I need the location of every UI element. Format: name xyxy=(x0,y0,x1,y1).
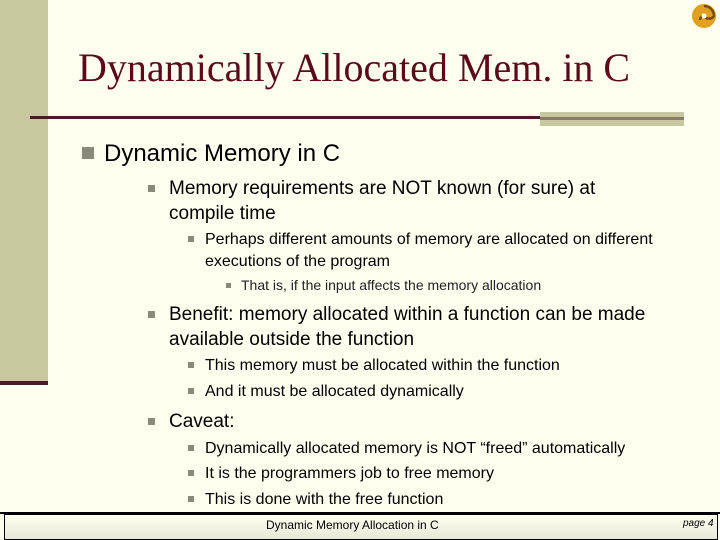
bullet-item-text: Benefit: memory allocated within a function can be made available outside the function xyxy=(169,304,646,350)
sub-sub-bullet-text: That is, if the input affects the memory allocation xyxy=(241,277,542,293)
square-bullet-icon xyxy=(148,418,155,425)
sub-bullet-text: Perhaps different amounts of memory are allocated on different executions of the program xyxy=(205,231,653,270)
square-bullet-icon xyxy=(188,470,194,476)
sub-bullet-text: It is the programmers job to free memory xyxy=(205,465,494,482)
page-number: page 4 xyxy=(683,518,714,529)
slide-title: Dynamically Allocated Mem. in C xyxy=(78,45,631,90)
sub-bullet xyxy=(188,438,675,460)
bullet-level1 xyxy=(82,140,340,168)
sub-bullet-text: This memory must be allocated within the function xyxy=(205,357,560,374)
sub-bullet-text: This is done with the free function xyxy=(205,491,444,508)
left-decor-band xyxy=(0,0,48,383)
sub-bullet-text: And it must be allocated dynamically xyxy=(205,383,464,400)
title-rule-accent-line xyxy=(540,117,684,120)
square-bullet-icon xyxy=(148,311,155,318)
square-bullet-icon xyxy=(148,185,155,192)
square-bullet-icon xyxy=(226,283,231,288)
bullet-item-2 xyxy=(148,302,649,352)
square-bullet-icon xyxy=(82,147,94,159)
square-bullet-icon xyxy=(188,496,194,502)
bullet-item-text: Memory requirements are NOT known (for sure) at compile time xyxy=(169,178,596,224)
square-bullet-icon xyxy=(188,236,194,242)
title-rule xyxy=(30,116,540,119)
sub-bullet xyxy=(188,229,675,273)
sub-bullet xyxy=(188,355,675,377)
square-bullet-icon xyxy=(188,362,194,368)
sub-bullet xyxy=(188,463,675,485)
left-decor-band-edge xyxy=(0,381,48,385)
bullet-item-1 xyxy=(148,176,649,226)
footer-title: Dynamic Memory Allocation in C xyxy=(266,518,439,532)
swirl-logo-icon xyxy=(690,2,718,30)
sub-bullet xyxy=(188,381,675,403)
sub-sub-bullet xyxy=(226,277,541,293)
square-bullet-icon xyxy=(188,388,194,394)
bullet-level1-text: Dynamic Memory in C xyxy=(104,140,341,167)
sub-bullet-text: Dynamically allocated memory is NOT “freed” automatically xyxy=(205,440,626,457)
sub-bullet xyxy=(188,489,675,511)
bullet-item-3 xyxy=(148,409,649,434)
bullet-item-text: Caveat: xyxy=(169,411,235,432)
square-bullet-icon xyxy=(188,445,194,451)
